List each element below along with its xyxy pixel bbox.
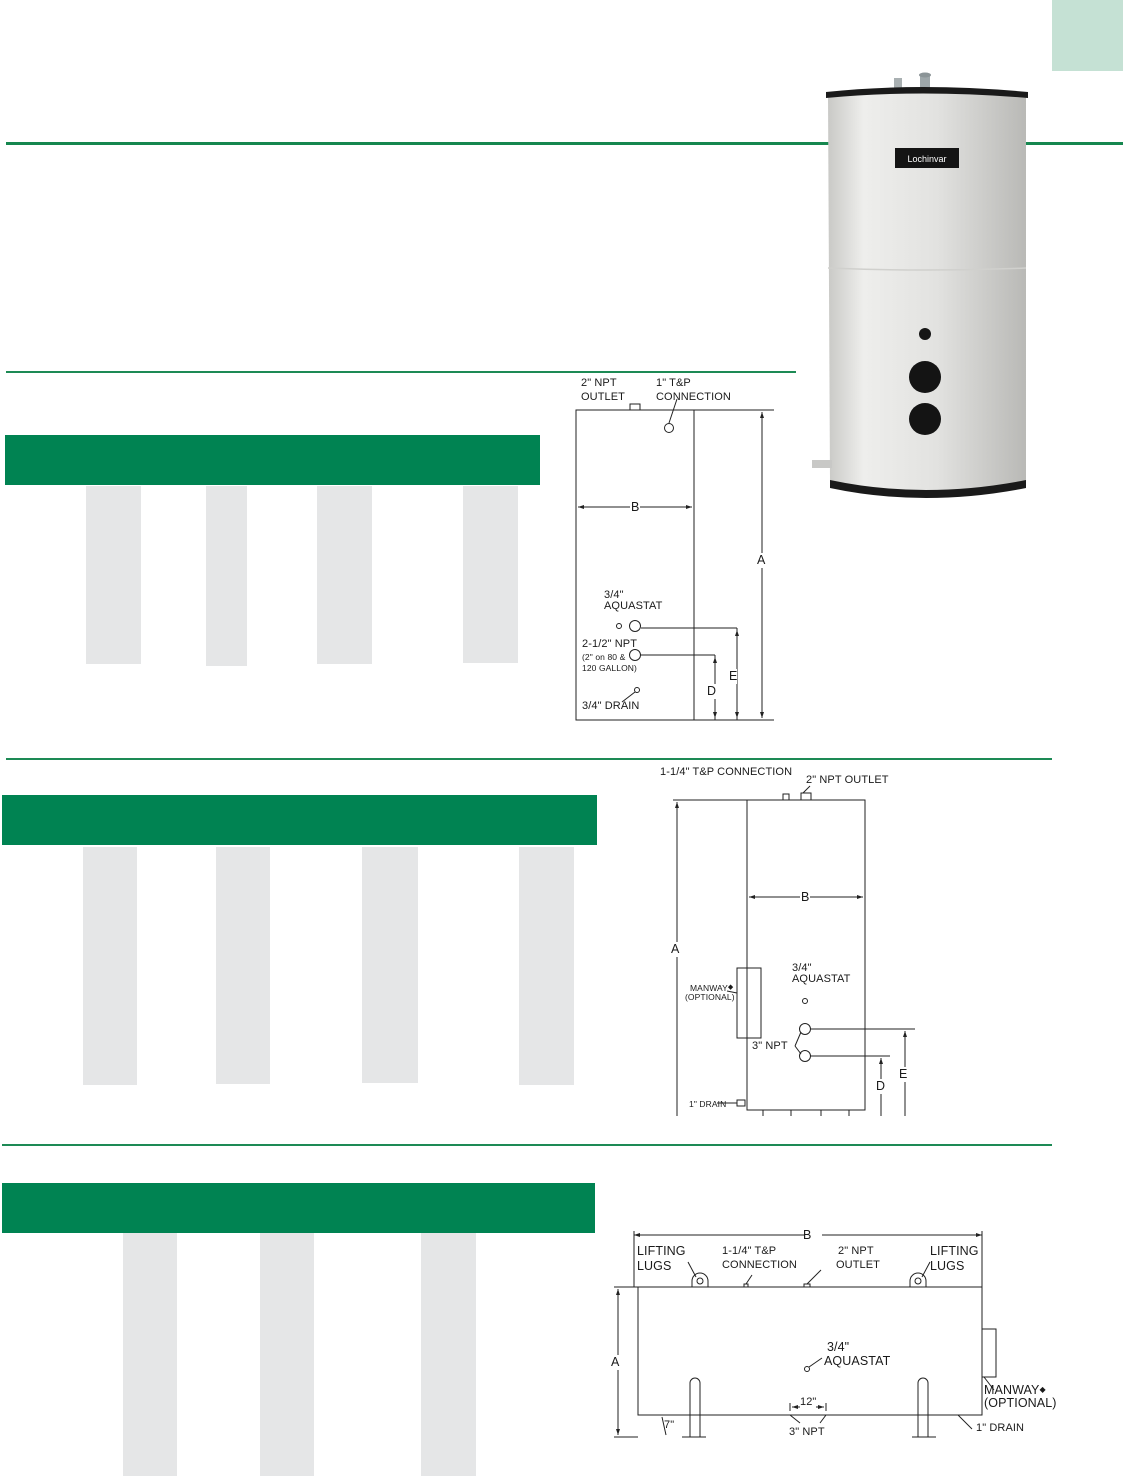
label-dim-e: E	[899, 1067, 908, 1081]
label-dim-d: D	[707, 684, 717, 698]
label-dim-7: 7"	[664, 1419, 675, 1431]
return-port	[909, 403, 941, 435]
label-drain: 3/4" DRAIN	[582, 700, 640, 712]
label-dim-12: 12"	[800, 1396, 817, 1408]
label-optional: (OPTIONAL)	[984, 1396, 1057, 1410]
section2-column-3	[362, 847, 418, 1083]
label-aquastat: AQUASTAT	[792, 973, 851, 985]
manway	[737, 968, 761, 1038]
section1-column-4	[463, 486, 518, 663]
section1-column-2	[206, 486, 247, 666]
label-lifting-right: LIFTING	[930, 1244, 979, 1258]
label-lugs-right: LUGS	[930, 1259, 965, 1273]
section3-column-2	[260, 1233, 314, 1476]
saddle-left	[686, 1378, 704, 1437]
label-tp: 1-1/4" T&P	[722, 1245, 777, 1257]
label-npt: 2" NPT	[838, 1245, 874, 1257]
section3-rule	[2, 1144, 1052, 1146]
label-npt-note-2: 120 GALLON)	[582, 663, 637, 673]
section1-table-header	[5, 435, 540, 485]
section1-column-3	[317, 486, 372, 664]
label-aquastat-size: 3/4"	[604, 589, 624, 601]
label-dim-a: A	[671, 942, 680, 956]
label-manway: MANWAY◆	[690, 983, 734, 993]
section2-rule	[6, 758, 1052, 760]
label-tp: 1" T&P	[656, 377, 691, 389]
aquastat-port	[919, 328, 931, 340]
tank-outline	[576, 410, 694, 720]
label-drain: 1" DRAIN	[689, 1099, 727, 1109]
section3-column-3	[421, 1233, 476, 1476]
label-npt-note-1: (2" on 80 &	[582, 652, 626, 662]
label-connection: CONNECTION	[722, 1259, 797, 1271]
label-dim-a: A	[611, 1355, 620, 1369]
lifting-lug-right	[910, 1273, 926, 1287]
saddle-right	[918, 1378, 928, 1437]
product-photo	[806, 72, 1034, 512]
section1-column-1	[86, 486, 141, 664]
label-npt-inlet: 2-1/2" NPT	[582, 638, 638, 650]
label-lifting-left: LIFTING	[637, 1244, 686, 1258]
label-npt: 3" NPT	[752, 1040, 788, 1052]
label-aquastat: AQUASTAT	[824, 1354, 891, 1368]
label-npt-outlet: 2" NPT OUTLET	[806, 774, 889, 786]
section2-column-1	[83, 847, 137, 1085]
logo-text: Lochinvar	[907, 154, 947, 164]
section1-rule	[6, 371, 796, 373]
label-aquastat: AQUASTAT	[604, 600, 663, 612]
section2-column-2	[216, 847, 270, 1084]
label-outlet: OUTLET	[836, 1259, 880, 1271]
supply-port	[909, 361, 941, 393]
drain-pipe	[812, 460, 832, 468]
label-dim-d: D	[876, 1079, 886, 1093]
lifting-lug-left	[692, 1273, 708, 1287]
section3-column-1	[123, 1233, 177, 1476]
tank-outline	[747, 800, 865, 1110]
label-npt-3: 3" NPT	[789, 1426, 825, 1438]
section-tab	[1052, 0, 1123, 71]
section2-column-4	[519, 847, 574, 1085]
label-dim-b: B	[803, 1228, 812, 1242]
section3-table-header	[2, 1183, 595, 1233]
section2-table-header	[2, 795, 597, 845]
label-manway: MANWAY◆	[984, 1383, 1046, 1397]
label-drain: 1" DRAIN	[976, 1422, 1025, 1434]
label-optional: (OPTIONAL)	[685, 992, 735, 1002]
vertical-tank-diagram-2	[665, 780, 925, 1120]
label-dim-e: E	[729, 669, 738, 683]
label-aquastat-size: 3/4"	[792, 962, 812, 974]
label-dim-b: B	[801, 890, 810, 904]
label-outlet: OUTLET	[581, 391, 625, 403]
manway	[982, 1329, 996, 1377]
label-connection: CONNECTION	[656, 391, 731, 403]
label-npt-outlet: 2" NPT	[581, 377, 617, 389]
label-dim-b: B	[631, 500, 640, 514]
label-lugs-left: LUGS	[637, 1259, 672, 1273]
diamond-icon: ◆	[727, 984, 734, 991]
label-tp-connection: 1-1/4" T&P CONNECTION	[660, 766, 793, 778]
diamond-icon: ◆	[1039, 1385, 1046, 1394]
label-aquastat-size: 3/4"	[827, 1340, 850, 1354]
label-dim-a: A	[757, 553, 766, 567]
